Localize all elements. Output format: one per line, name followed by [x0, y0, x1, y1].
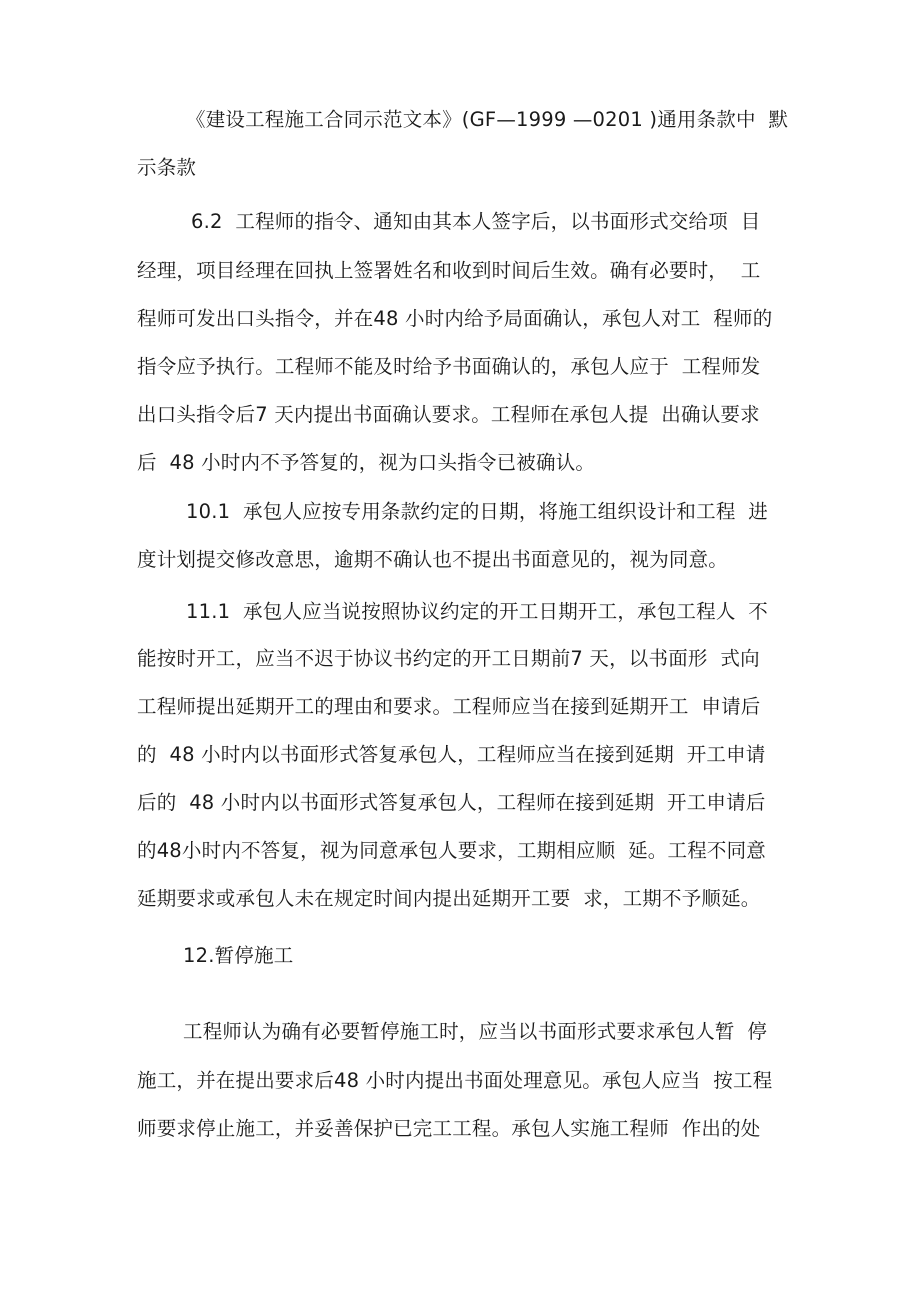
text-line: 能按时开工，应当不迟于协议书约定的开工日期前7 天，以书面形 式向 — [137, 647, 760, 670]
text-line: 后 48 小时内不予答复的，视为口头指令已被确认。 — [137, 451, 596, 474]
text-line: 示条款 — [137, 156, 197, 179]
text-line: 师要求停止施工，并妥善保护已完工工程。承包人实施工程师 作出的处 — [137, 1117, 761, 1140]
text-line: 施工，并在提出要求后48 小时内提出书面处理意见。承包人应当 按工程 — [137, 1069, 773, 1092]
text-line: 工程师认为确有必要暂停施工时，应当以书面形式要求承包人暂 停 — [183, 1020, 768, 1043]
text-line: 的 48 小时内以书面形式答复承包人，工程师应当在接到延期 开工申请 — [137, 743, 766, 766]
text-line: 度计划提交修改意思，逾期不确认也不提出书面意见的，视为同意。 — [137, 548, 729, 571]
text-line: 经理，项目经理在回执上签署姓名和收到时间后生效。确有必要时， 工 — [137, 259, 761, 282]
text-line: 11.1 承包人应当说按照协议约定的开工日期开工，承包工程人 不 — [186, 600, 769, 623]
text-line: 《建设工程施工合同示范文本》(GF—1999 —0201 )通用条款中 默 — [186, 108, 789, 131]
text-line: 10.1 承包人应按专用条款约定的日期，将施工组织设计和工程 进 — [186, 500, 769, 523]
text-line: 指令应予执行。工程师不能及时给予书面确认的，承包人应于 工程师发 — [137, 355, 761, 378]
text-line: 延期要求或承包人未在规定时间内提出延期开工要 求，工期不予顺延。 — [137, 887, 761, 910]
text-line: 程师可发出口头指令，并在48 小时内给予局面确认，承包人对工 程师的 — [137, 307, 773, 330]
text-line: 的48小时内不答复，视为同意承包人要求，工期相应顺 延。工程不同意 — [137, 839, 767, 862]
text-line: 6.2 工程师的指令、通知由其本人签字后，以书面形式交给项 目 — [191, 210, 761, 233]
text-line: 工程师提出延期开工的理由和要求。工程师应当在接到延期开工 申请后 — [137, 695, 761, 718]
text-line: 出口头指令后7 天内提出书面确认要求。工程师在承包人提 出确认要求 — [137, 403, 760, 426]
text-line: 后的 48 小时内以书面形式答复承包人，工程师在接到延期 开工申请后 — [137, 791, 766, 814]
section-heading: 12.暂停施工 — [183, 944, 294, 967]
